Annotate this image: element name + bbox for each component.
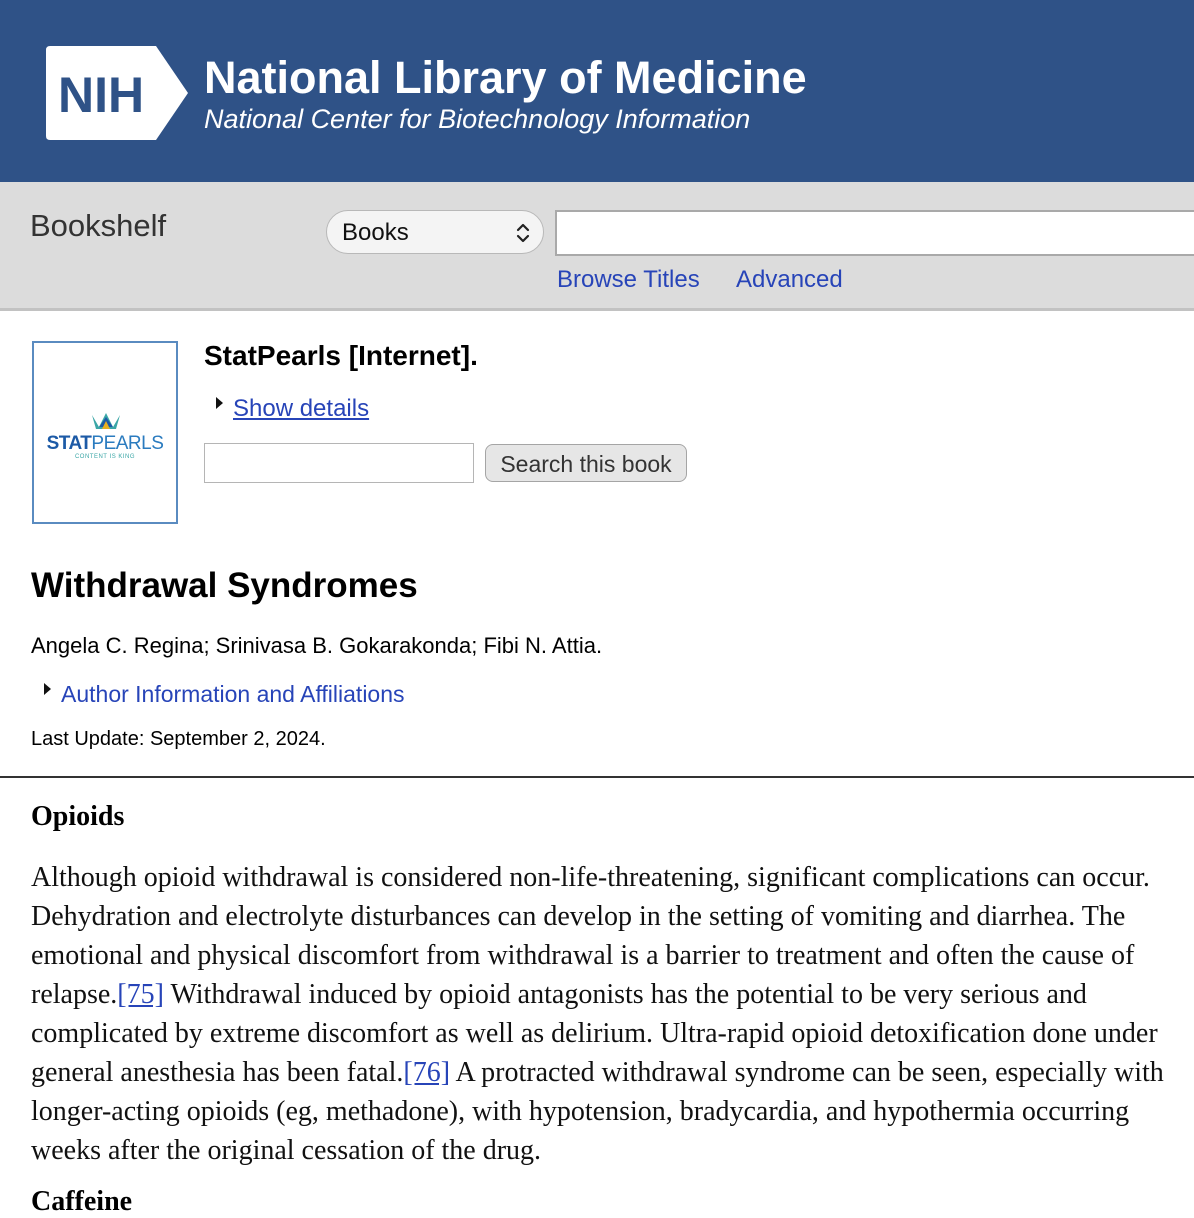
search-this-book-button[interactable]: Search this book (485, 444, 687, 482)
book-cover[interactable] (32, 341, 178, 524)
article-authors: Angela C. Regina; Srinivasa B. Gokarakonda; Fibi N. Attia. (31, 633, 603, 658)
crown-icon (90, 411, 122, 431)
nih-logo-icon[interactable] (46, 46, 190, 140)
chevron-up-down-icon (515, 222, 531, 244)
reference-link[interactable]: [75] (117, 979, 164, 1010)
article-title: Withdrawal Syndromes (31, 566, 418, 605)
site-header (0, 0, 1194, 182)
paragraph-text: Withdrawal induced by opioid antagonists has the potential to be very serious and complicated by extreme discomfort as well as delirium. Ultra-rapid opioid detoxification done under general anesthesia has been fatal. (31, 979, 1158, 1088)
search-input[interactable] (555, 210, 1194, 256)
book-title: StatPearls [Internet]. (204, 340, 478, 371)
show-details-link[interactable]: Show details (233, 395, 370, 422)
site-subtitle: National Center for Biotechnology Information (204, 104, 751, 134)
body-paragraph (31, 858, 1181, 1170)
bookshelf-label[interactable]: Bookshelf (30, 208, 167, 243)
reference-link[interactable]: [76] (403, 1057, 451, 1088)
cover-brand-light: PEARLS (91, 433, 164, 454)
site-title[interactable]: National Library of Medicine (204, 52, 807, 103)
divider (0, 776, 1194, 778)
nih-logo-text: NIH (58, 67, 145, 123)
paragraph-text: A protracted withdrawal syndrome can be seen, especially with longer-acting opioids (eg, methadone), with hypotension, bradycardia, and hypothermia occurring weeks after the original cessation of the drug. (31, 1057, 1164, 1166)
database-select[interactable] (326, 210, 544, 254)
browse-titles-link[interactable]: Browse Titles (557, 266, 700, 293)
database-select-value: Books (342, 219, 409, 246)
last-update: Last Update: September 2, 2024. (31, 728, 326, 750)
cover-brand (34, 433, 176, 455)
triangle-right-icon[interactable] (44, 683, 51, 695)
section-heading: Opioids (31, 801, 125, 832)
cover-brand-bold: STAT (46, 433, 92, 454)
triangle-right-icon[interactable] (216, 397, 223, 409)
author-info-link[interactable]: Author Information and Affiliations (61, 681, 405, 707)
book-search-input[interactable] (204, 443, 474, 483)
search-bar (0, 182, 1194, 311)
paragraph-text: Although opioid withdrawal is considered non-life-threatening, significant complications can occur. Dehydration and electrolyte disturbances can develop in the setting of vomiting and diarrhea. The emotional and physical discomfort from withdrawal is a barrier to treatment and often the cause of relapse. (31, 862, 1150, 1010)
cover-tagline: CONTENT IS KING (74, 454, 136, 460)
next-section-heading: Caffeine (31, 1186, 133, 1217)
advanced-search-link[interactable]: Advanced (736, 266, 843, 293)
